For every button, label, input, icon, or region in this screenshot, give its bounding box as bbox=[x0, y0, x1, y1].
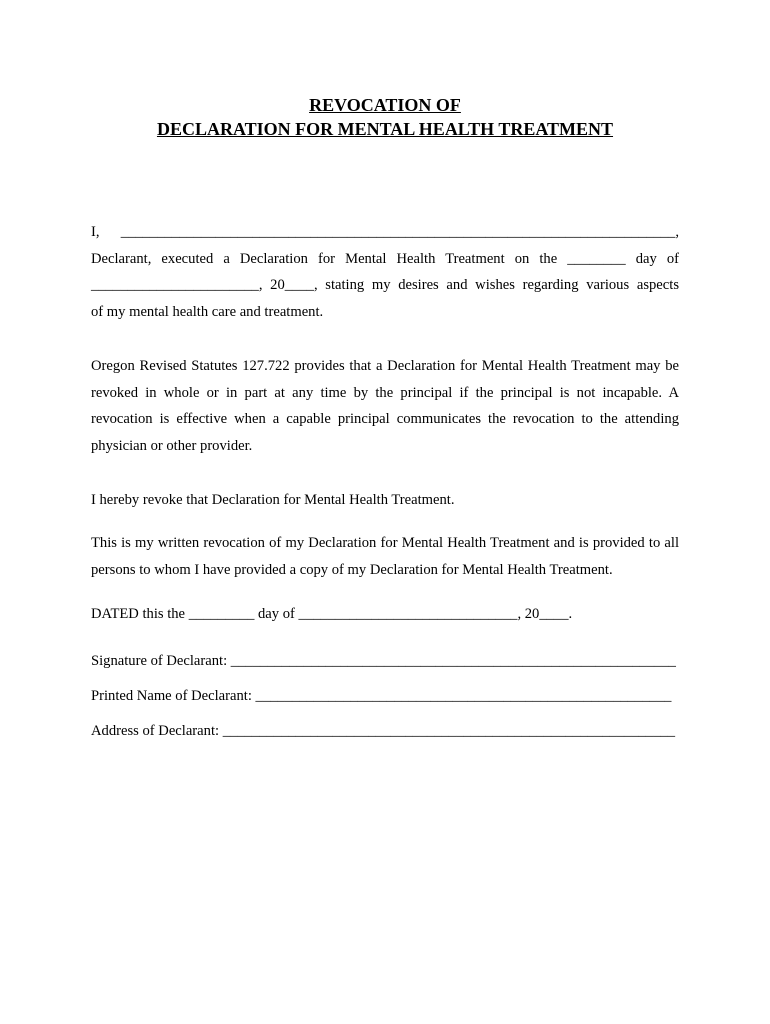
revoke-statement: I hereby revoke that Declaration for Mental Health Treatment. bbox=[91, 491, 455, 508]
signature-line: Signature of Declarant: _____________________________________________________________ bbox=[91, 653, 676, 670]
statute-paragraph: Oregon Revised Statutes 127.722 provides that a Declaration for Mental Health Treatment may be revoked in whole or in part at any time by the principal if the principal is not incapable. A revocation is effective when a capable principal communicates the revocation to the attending physician or other provider. bbox=[91, 357, 679, 454]
address-line: Address of Declarant: ______________________________________________________________ bbox=[91, 723, 676, 740]
title-block bbox=[91, 93, 679, 141]
declarant-executed-line: Declarant, executed a Declaration for Mental Health Treatment on the ________ day of bbox=[91, 250, 679, 267]
document-page bbox=[91, 93, 679, 749]
declarant-paragraph bbox=[91, 219, 679, 326]
printed-name-line: Printed Name of Declarant: _________________________________________________________ bbox=[91, 688, 672, 705]
dated-line: DATED this the _________ day of ______________________________, 20____. bbox=[91, 605, 573, 622]
declarant-name-line: I, ____________________________________________________________________________, bbox=[91, 224, 679, 240]
title-line-2: DECLARATION FOR MENTAL HEALTH TREATMENT bbox=[156, 119, 614, 139]
declarant-care-line: of my mental health care and treatment. bbox=[91, 304, 324, 321]
declarant-date-line: _______________________, 20____, stating my desires and wishes regarding various aspects bbox=[91, 277, 679, 294]
written-revocation-paragraph: This is my written revocation of my Declaration for Mental Health Treatment and is provided to all persons to whom I have provided a copy of my Declaration for Mental Health Treatment. bbox=[91, 535, 679, 579]
title-line-1: REVOCATION OF bbox=[309, 95, 461, 115]
